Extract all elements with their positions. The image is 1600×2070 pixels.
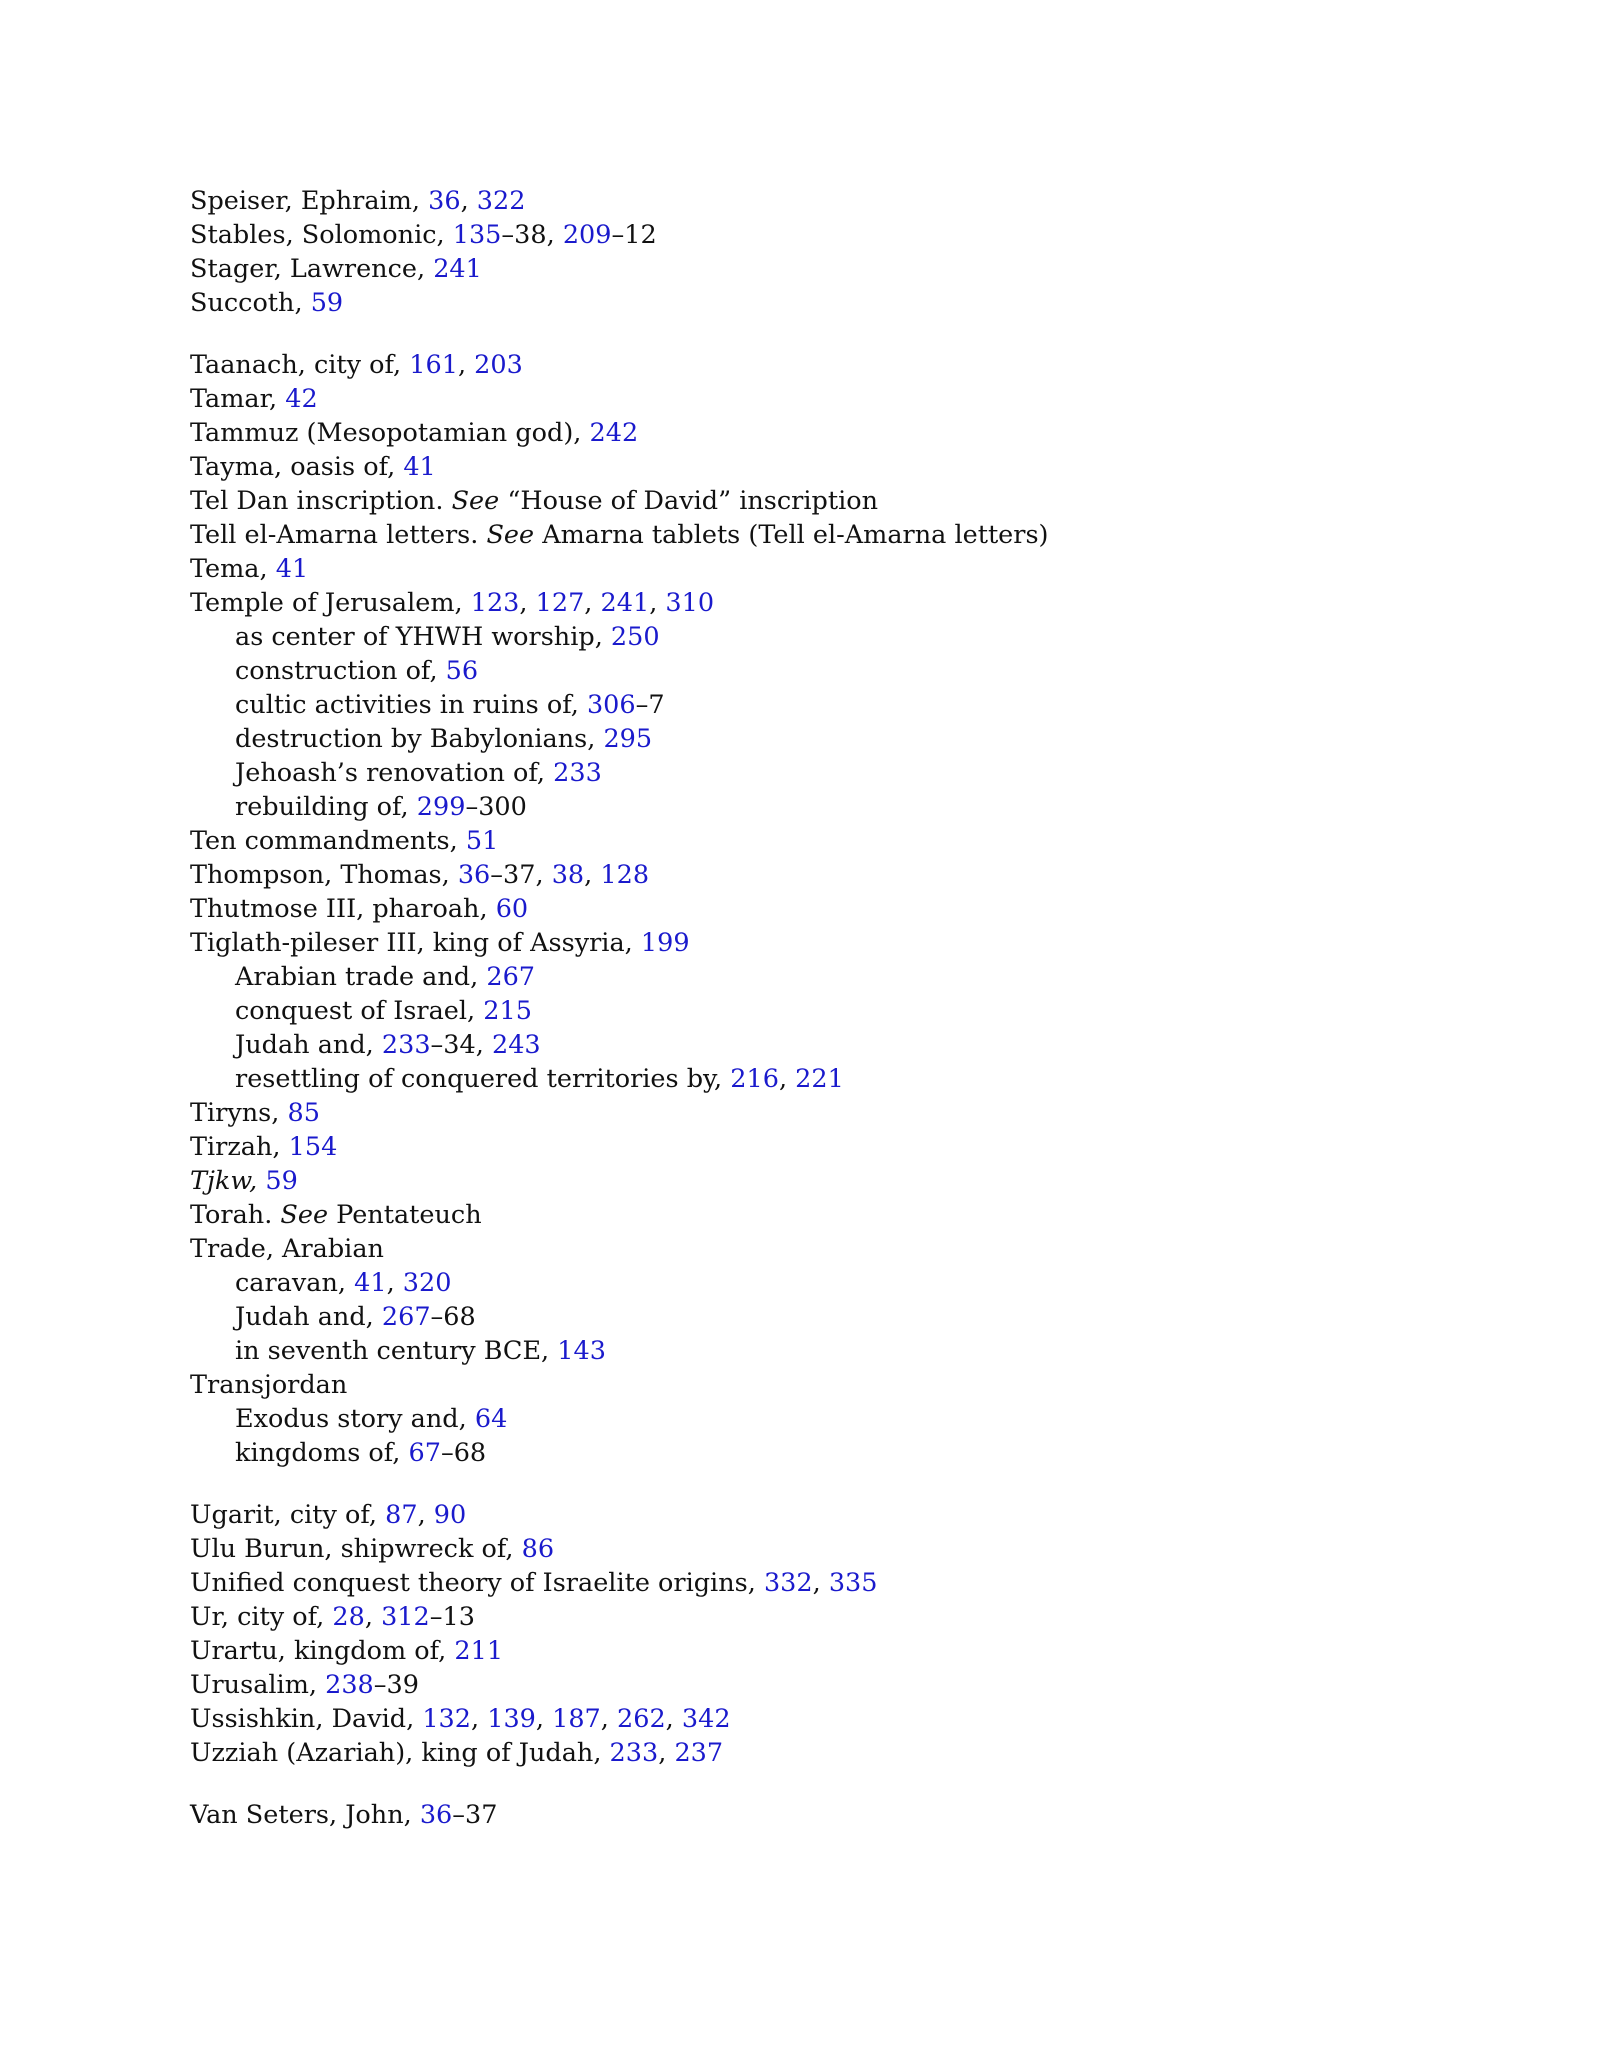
entry-text: Trade, Arabian bbox=[190, 1234, 384, 1264]
index-subentry bbox=[190, 1436, 1490, 1470]
index-entry bbox=[190, 348, 1490, 382]
entry-text: –68 bbox=[430, 1302, 476, 1332]
page-number-link[interactable]: 209 bbox=[562, 220, 612, 250]
entry-text: , bbox=[471, 1704, 488, 1734]
index-entry bbox=[190, 416, 1490, 450]
index-subentry bbox=[190, 756, 1490, 790]
entry-text: Amarna tablets (Tell el-Amarna letters) bbox=[534, 520, 1049, 550]
entry-text: Tammuz (Mesopotamian god), bbox=[190, 418, 590, 448]
page-number-link[interactable]: 295 bbox=[603, 724, 653, 754]
index-entry bbox=[190, 1736, 1490, 1770]
index-letter-group bbox=[190, 1798, 1490, 1832]
page-number-link[interactable]: 36 bbox=[457, 860, 491, 890]
italic-text: See bbox=[486, 520, 535, 550]
entry-text: caravan, bbox=[235, 1268, 355, 1298]
entry-text: –37, bbox=[490, 860, 552, 890]
entry-text: resettling of conquered territories by, bbox=[235, 1064, 731, 1094]
index-subentry bbox=[190, 688, 1490, 722]
entry-text: Tema, bbox=[190, 554, 276, 584]
entry-text: construction of, bbox=[235, 656, 446, 686]
index-subentry bbox=[190, 620, 1490, 654]
index-entry bbox=[190, 1702, 1490, 1736]
italic-text: See bbox=[280, 1200, 329, 1230]
page-number-link[interactable]: 59 bbox=[310, 288, 344, 318]
entry-text: Tamar, bbox=[190, 384, 286, 414]
index-entry bbox=[190, 450, 1490, 484]
page-number-link[interactable]: 64 bbox=[474, 1404, 508, 1434]
index-entry bbox=[190, 926, 1490, 960]
page-number-link[interactable]: 67 bbox=[408, 1438, 441, 1468]
index-subentry bbox=[190, 1062, 1490, 1096]
index-subentry bbox=[190, 722, 1490, 756]
page-number-link[interactable]: 320 bbox=[402, 1268, 452, 1298]
index-subentry bbox=[190, 1334, 1490, 1368]
entry-text: Speiser, Ephraim, bbox=[190, 186, 429, 216]
entry-text: , bbox=[386, 1268, 403, 1298]
index-entry bbox=[190, 1164, 1490, 1198]
page-number-link[interactable]: 243 bbox=[491, 1030, 541, 1060]
index-subentry bbox=[190, 1300, 1490, 1334]
index-subentry bbox=[190, 790, 1490, 824]
page-number-link[interactable]: 135 bbox=[452, 220, 502, 250]
entry-text: as center of YHWH worship, bbox=[235, 622, 611, 652]
italic-text: See bbox=[451, 486, 500, 516]
entry-text: Tiglath-pileser III, king of Assyria, bbox=[190, 928, 641, 958]
entry-text: Ugarit, city of, bbox=[190, 1500, 386, 1530]
page-number-link[interactable]: 56 bbox=[445, 656, 479, 686]
index-entry bbox=[190, 1368, 1490, 1402]
entry-text: –300 bbox=[465, 792, 527, 822]
index-subentry bbox=[190, 654, 1490, 688]
index-entry bbox=[190, 552, 1490, 586]
index-subentry bbox=[190, 1266, 1490, 1300]
page-number-link[interactable]: 262 bbox=[617, 1704, 666, 1734]
entry-text: , bbox=[364, 1602, 382, 1632]
entry-text: Ussishkin, David, bbox=[190, 1704, 423, 1734]
page-number-link[interactable]: 221 bbox=[795, 1064, 844, 1094]
page-number-link[interactable]: 187 bbox=[552, 1704, 601, 1734]
page-number-link[interactable]: 59 bbox=[265, 1166, 298, 1196]
page-number-link[interactable]: 199 bbox=[640, 928, 690, 958]
page-number-link[interactable]: 127 bbox=[535, 588, 585, 618]
index-subentry bbox=[190, 960, 1490, 994]
entry-text: , bbox=[535, 1704, 553, 1734]
entry-text: Taanach, city of, bbox=[190, 350, 410, 380]
entry-text: –13 bbox=[429, 1602, 475, 1632]
page-number-link[interactable]: 51 bbox=[465, 826, 499, 856]
entry-text: , bbox=[584, 588, 601, 618]
page-number-link[interactable]: 211 bbox=[454, 1636, 504, 1666]
entry-text: Thutmose III, pharoah, bbox=[190, 894, 496, 924]
page-number-link[interactable]: 306 bbox=[586, 690, 636, 720]
page-number-link[interactable]: 60 bbox=[495, 894, 529, 924]
italic-text: Tjkw, bbox=[190, 1166, 258, 1196]
page-number-link[interactable]: 41 bbox=[275, 554, 309, 584]
entry-text: Temple of Jerusalem, bbox=[190, 588, 471, 618]
page-number-link[interactable]: 41 bbox=[354, 1268, 387, 1298]
page-number-link[interactable]: 85 bbox=[287, 1098, 320, 1128]
index-entry bbox=[190, 1634, 1490, 1668]
page-number-link[interactable]: 42 bbox=[285, 384, 318, 414]
entry-text: , bbox=[812, 1568, 829, 1598]
page-number-link[interactable]: 203 bbox=[474, 350, 523, 380]
entry-text: Ulu Burun, shipwreck of, bbox=[190, 1534, 522, 1564]
entry-text: , bbox=[457, 350, 475, 380]
entry-text: –38, bbox=[501, 220, 563, 250]
page-number-link[interactable]: 132 bbox=[422, 1704, 471, 1734]
index-entry bbox=[190, 1668, 1490, 1702]
index-subentry bbox=[190, 1028, 1490, 1062]
index-page bbox=[190, 184, 1490, 1832]
entry-text: Tayma, oasis of, bbox=[190, 452, 404, 482]
index-letter-group bbox=[190, 1498, 1490, 1770]
page-number-link[interactable]: 299 bbox=[416, 792, 466, 822]
entry-text: Urartu, kingdom of, bbox=[190, 1636, 455, 1666]
index-entry bbox=[190, 1498, 1490, 1532]
entry-text: Urusalim, bbox=[190, 1670, 326, 1700]
entry-text: Uzziah (Azariah), king of Judah, bbox=[190, 1738, 610, 1768]
index-letter-group bbox=[190, 184, 1490, 320]
index-entry bbox=[190, 252, 1490, 286]
entry-text: in seventh century BCE, bbox=[235, 1336, 558, 1366]
entry-text: –7 bbox=[635, 690, 665, 720]
page-number-link[interactable]: 242 bbox=[589, 418, 639, 448]
entry-text: , bbox=[584, 860, 601, 890]
page-number-link[interactable]: 342 bbox=[681, 1704, 731, 1734]
entry-text: kingdoms of, bbox=[235, 1438, 409, 1468]
entry-text: –12 bbox=[611, 220, 657, 250]
index-entry bbox=[190, 1096, 1490, 1130]
entry-text: Van Seters, John, bbox=[190, 1800, 420, 1830]
index-entry bbox=[190, 382, 1490, 416]
page-number-link[interactable]: 250 bbox=[610, 622, 660, 652]
index-entry bbox=[190, 286, 1490, 320]
entry-text: destruction by Babylonians, bbox=[235, 724, 604, 754]
entry-text: , bbox=[665, 1704, 682, 1734]
entry-text: , bbox=[778, 1064, 796, 1094]
page-number-link[interactable]: 233 bbox=[381, 1030, 431, 1060]
index-entry bbox=[190, 586, 1490, 620]
page-number-link[interactable]: 36 bbox=[419, 1800, 453, 1830]
entry-text: Tiryns, bbox=[190, 1098, 288, 1128]
index-subentry bbox=[190, 1402, 1490, 1436]
entry-text: Pentateuch bbox=[328, 1200, 482, 1230]
page-number-link[interactable]: 216 bbox=[730, 1064, 779, 1094]
page-number-link[interactable]: 143 bbox=[557, 1336, 606, 1366]
entry-text: Ur, city of, bbox=[190, 1602, 333, 1632]
index-entry bbox=[190, 1130, 1490, 1164]
page-number-link[interactable]: 237 bbox=[674, 1738, 724, 1768]
page-number-link[interactable]: 310 bbox=[665, 588, 715, 618]
page-number-link[interactable]: 312 bbox=[381, 1602, 430, 1632]
page-number-link[interactable]: 215 bbox=[483, 996, 532, 1026]
index-entry bbox=[190, 518, 1490, 552]
entry-text: Transjordan bbox=[190, 1370, 348, 1400]
entry-text: , bbox=[460, 186, 477, 216]
page-number-link[interactable]: 41 bbox=[403, 452, 436, 482]
page-number-link[interactable]: 128 bbox=[600, 860, 650, 890]
entry-text: Thompson, Thomas, bbox=[190, 860, 458, 890]
index-entry bbox=[190, 1532, 1490, 1566]
entry-text: –34, bbox=[430, 1030, 492, 1060]
entry-text: rebuilding of, bbox=[235, 792, 417, 822]
page-number-link[interactable]: 335 bbox=[828, 1568, 878, 1598]
entry-text: Stables, Solomonic, bbox=[190, 220, 453, 250]
entry-text: Stager, Lawrence, bbox=[190, 254, 434, 284]
entry-text: Exodus story and, bbox=[235, 1404, 475, 1434]
index-letter-group bbox=[190, 348, 1490, 1470]
page-number-link[interactable]: 233 bbox=[553, 758, 602, 788]
index-entry bbox=[190, 1566, 1490, 1600]
entry-text: Judah and, bbox=[235, 1302, 382, 1332]
page-number-link[interactable]: 36 bbox=[428, 186, 461, 216]
page-number-link[interactable]: 267 bbox=[381, 1302, 431, 1332]
index-entry bbox=[190, 824, 1490, 858]
entry-text: Tirzah, bbox=[190, 1132, 289, 1162]
index-entry bbox=[190, 218, 1490, 252]
index-entry bbox=[190, 1232, 1490, 1266]
entry-text: –68 bbox=[440, 1438, 487, 1468]
page-number-link[interactable]: 123 bbox=[470, 588, 520, 618]
page-number-link[interactable]: 267 bbox=[486, 962, 536, 992]
index-entry bbox=[190, 1798, 1490, 1832]
entry-text: Tell el-Amarna letters. bbox=[190, 520, 487, 550]
entry-text: –37 bbox=[452, 1800, 498, 1830]
index-entry bbox=[190, 892, 1490, 926]
page-number-link[interactable]: 86 bbox=[521, 1534, 555, 1564]
entry-text: Judah and, bbox=[235, 1030, 382, 1060]
page-number-link[interactable]: 90 bbox=[433, 1500, 467, 1530]
entry-text: , bbox=[600, 1704, 617, 1734]
page-number-link[interactable]: 139 bbox=[487, 1704, 536, 1734]
page-number-link[interactable]: 154 bbox=[288, 1132, 338, 1162]
entry-text: –39 bbox=[373, 1670, 419, 1700]
page-number-link[interactable]: 241 bbox=[600, 588, 650, 618]
index-entry bbox=[190, 184, 1490, 218]
entry-text: Jehoash’s renovation of, bbox=[235, 758, 554, 788]
entry-text: Ten commandments, bbox=[190, 826, 466, 856]
index-subentry bbox=[190, 994, 1490, 1028]
page-number-link[interactable]: 38 bbox=[551, 860, 585, 890]
index-entry bbox=[190, 484, 1490, 518]
index-entry bbox=[190, 1198, 1490, 1232]
entry-text: Torah. bbox=[190, 1200, 281, 1230]
entry-text: , bbox=[649, 588, 666, 618]
entry-text: , bbox=[658, 1738, 675, 1768]
entry-text: conquest of Israel, bbox=[235, 996, 484, 1026]
page-number-link[interactable]: 161 bbox=[409, 350, 458, 380]
index-entry bbox=[190, 858, 1490, 892]
page-number-link[interactable]: 87 bbox=[385, 1500, 418, 1530]
page-number-link[interactable]: 241 bbox=[433, 254, 482, 284]
page-number-link[interactable]: 322 bbox=[476, 186, 526, 216]
page-number-link[interactable]: 238 bbox=[325, 1670, 374, 1700]
entry-text: , bbox=[417, 1500, 434, 1530]
page-number-link[interactable]: 28 bbox=[332, 1602, 365, 1632]
entry-text: “House of David” inscription bbox=[499, 486, 879, 516]
page-number-link[interactable]: 332 bbox=[763, 1568, 813, 1598]
entry-text: , bbox=[519, 588, 536, 618]
entry-text: Unified conquest theory of Israelite origins, bbox=[190, 1568, 764, 1598]
entry-text: Tel Dan inscription. bbox=[190, 486, 452, 516]
entry-text: cultic activities in ruins of, bbox=[235, 690, 587, 720]
entry-text: Arabian trade and, bbox=[235, 962, 487, 992]
page-number-link[interactable]: 233 bbox=[609, 1738, 659, 1768]
entry-text: Succoth, bbox=[190, 288, 311, 318]
index-entry bbox=[190, 1600, 1490, 1634]
